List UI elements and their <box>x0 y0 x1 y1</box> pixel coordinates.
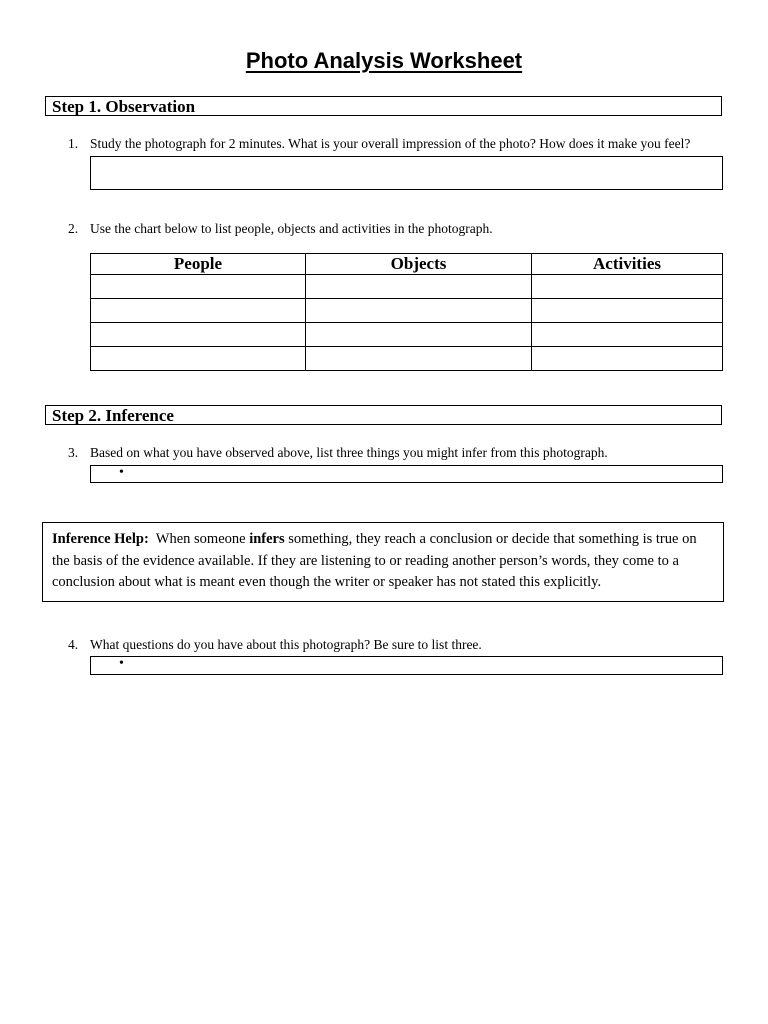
activities-cell[interactable] <box>532 323 723 347</box>
help-text-pre: When someone <box>155 531 246 547</box>
chart-header-objects: Objects <box>306 254 532 275</box>
activities-cell[interactable] <box>532 299 723 323</box>
question-number: 1. <box>68 136 79 151</box>
bullet-icon: • <box>119 656 124 671</box>
chart-header-row <box>91 254 723 275</box>
objects-cell[interactable] <box>306 347 532 371</box>
chart-row <box>91 299 723 323</box>
help-label: Inference Help: <box>52 531 149 547</box>
question-2 <box>68 221 493 237</box>
objects-cell[interactable] <box>306 275 532 299</box>
help-keyword: infers <box>249 531 285 547</box>
question-3 <box>68 445 608 461</box>
step1-heading: Step 1. Observation <box>45 96 722 116</box>
chart-header-people: People <box>91 254 306 275</box>
page-title: Photo Analysis Worksheet <box>245 48 523 73</box>
question-number: 2. <box>68 221 79 236</box>
objects-cell[interactable] <box>306 323 532 347</box>
question-1 <box>68 136 690 152</box>
questions-answer-box[interactable] <box>90 656 723 675</box>
people-cell[interactable] <box>91 323 306 347</box>
inferences-answer-box[interactable] <box>90 465 723 483</box>
chart-row <box>91 323 723 347</box>
people-cell[interactable] <box>91 347 306 371</box>
impression-answer-box[interactable] <box>90 156 723 190</box>
question-number: 4. <box>68 637 79 652</box>
bullet-icon: • <box>119 465 124 480</box>
question-number: 3. <box>68 445 79 460</box>
objects-cell[interactable] <box>306 299 532 323</box>
chart-header-activities: Activities <box>532 254 723 275</box>
activities-cell[interactable] <box>532 275 723 299</box>
question-text: Based on what you have observed above, list three things you might infer from this photograph. <box>90 445 608 460</box>
people-cell[interactable] <box>91 299 306 323</box>
people-cell[interactable] <box>91 275 306 299</box>
step2-heading: Step 2. Inference <box>45 405 722 425</box>
activities-cell[interactable] <box>532 347 723 371</box>
question-text: Study the photograph for 2 minutes. What is your overall impression of the photo? How does it make you feel? <box>90 136 691 151</box>
chart-row <box>91 275 723 299</box>
question-4 <box>68 637 482 653</box>
question-text: Use the chart below to list people, objects and activities in the photograph. <box>90 221 493 236</box>
observation-chart <box>90 253 723 371</box>
chart-row <box>91 347 723 371</box>
question-text: What questions do you have about this photograph? Be sure to list three. <box>90 637 482 652</box>
help-text-post: something, they reach a conclusion or decide that something is true on the basis of the evidence available. If they are listening to or reading another person’s words, they come to a conclusion about what is meant even though the writer or speaker has not stated this explicitly. <box>52 531 697 590</box>
inference-help-box <box>42 522 724 602</box>
